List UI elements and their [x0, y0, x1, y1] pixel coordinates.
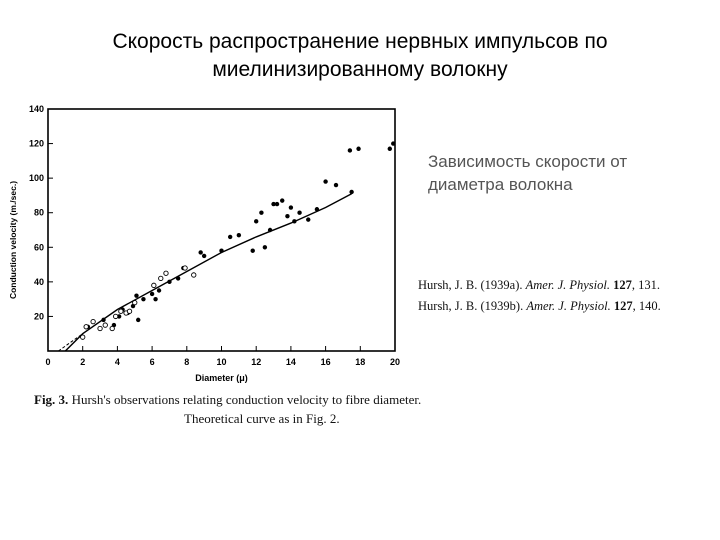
data-point-filled [323, 179, 327, 183]
data-point-filled [280, 198, 284, 202]
data-point-filled [157, 288, 161, 292]
reference-author: Hursh, J. B. (1939a). [418, 278, 523, 292]
x-tick-label: 20 [389, 357, 401, 367]
reference-journal: Amer. J. Physiol. [525, 278, 610, 292]
y-tick-label: 100 [28, 173, 44, 184]
data-point-filled [289, 205, 293, 209]
reference-volume: 127 [613, 299, 633, 313]
data-point-filled [306, 217, 310, 221]
data-point-filled [388, 147, 392, 151]
data-point-open [84, 325, 88, 329]
slide-title-line1: Скорость распространение нервных импульсов по [112, 30, 608, 53]
data-point-filled [228, 235, 232, 239]
x-tick-label: 14 [285, 357, 296, 367]
y-tick-label: 140 [28, 104, 44, 114]
reference-journal: Amer. J. Physiol. [526, 299, 611, 313]
reference-pages: , 131. [631, 278, 660, 292]
figure-caption [34, 390, 554, 428]
data-point-open [113, 314, 117, 318]
figure-caption-line1: Hursh's observations relating conduction velocity to fibre diameter. [71, 392, 422, 407]
references [418, 275, 718, 317]
x-tick-label: 18 [355, 357, 366, 367]
data-point-filled [198, 250, 202, 254]
reference-pages: , 140. [632, 299, 661, 313]
x-tick-label: 6 [149, 357, 155, 367]
y-axis-label: Conduction velocity (m./sec.) [8, 180, 18, 300]
conduction-velocity-chart [0, 95, 420, 390]
reference-volume: 127 [613, 278, 632, 292]
data-point-open [164, 271, 168, 275]
plot-frame [48, 109, 395, 351]
data-point-open [183, 266, 187, 270]
data-point-open [91, 319, 95, 323]
reference-author: Hursh, J. B. (1939b). [418, 299, 524, 313]
figure-label: Fig. 3. [34, 392, 69, 407]
data-point-open [110, 326, 114, 330]
data-point-filled [263, 245, 267, 249]
y-tick-label: 60 [33, 242, 44, 253]
data-point-filled [150, 292, 154, 296]
x-tick-label: 12 [251, 357, 262, 367]
data-point-filled [254, 219, 258, 223]
data-point-filled [259, 211, 263, 215]
data-point-open [192, 273, 196, 277]
side-caption-line1: Зависимость скорости от [428, 152, 628, 171]
reference-item [418, 275, 718, 296]
data-point-open [159, 276, 163, 280]
x-tick-label: 4 [114, 357, 120, 367]
figure-caption-line2: Theoretical curve as in Fig. 2. [184, 411, 340, 426]
y-tick-label: 40 [33, 276, 44, 287]
x-tick-label: 10 [216, 357, 227, 367]
data-point-open [152, 283, 156, 287]
data-point-open [119, 309, 123, 313]
data-point-open [98, 326, 102, 330]
x-tick-label: 8 [184, 357, 190, 367]
theoretical-curve [65, 194, 351, 351]
data-point-open [103, 323, 107, 327]
data-point-filled [237, 233, 241, 237]
theoretical-curve-extrapolation [58, 334, 82, 351]
data-point-filled [251, 249, 255, 253]
slide-title-line2: миелинизированному волокну [212, 58, 508, 81]
x-axis-label: Diameter (μ) [195, 373, 248, 383]
reference-item [418, 296, 718, 317]
data-point-filled [141, 297, 145, 301]
y-tick-label: 120 [28, 138, 44, 149]
slide-title [60, 28, 660, 84]
data-point-filled [285, 214, 289, 218]
side-caption [428, 150, 708, 196]
x-tick-label: 16 [320, 357, 331, 367]
y-tick-label: 20 [33, 311, 44, 322]
data-point-open [127, 309, 131, 313]
x-tick-label: 0 [45, 357, 51, 367]
data-point-filled [297, 211, 301, 215]
data-point-filled [348, 148, 352, 152]
side-caption-line2: диаметра волокна [428, 175, 573, 194]
y-tick-label: 80 [33, 207, 44, 218]
data-point-filled [153, 297, 157, 301]
data-point-filled [202, 254, 206, 258]
data-point-filled [334, 183, 338, 187]
data-point-filled [391, 141, 395, 145]
data-point-filled [275, 202, 279, 206]
data-point-filled [134, 293, 138, 297]
data-point-filled [136, 318, 140, 322]
data-point-filled [349, 190, 353, 194]
x-tick-label: 2 [80, 357, 86, 367]
data-point-filled [356, 147, 360, 151]
